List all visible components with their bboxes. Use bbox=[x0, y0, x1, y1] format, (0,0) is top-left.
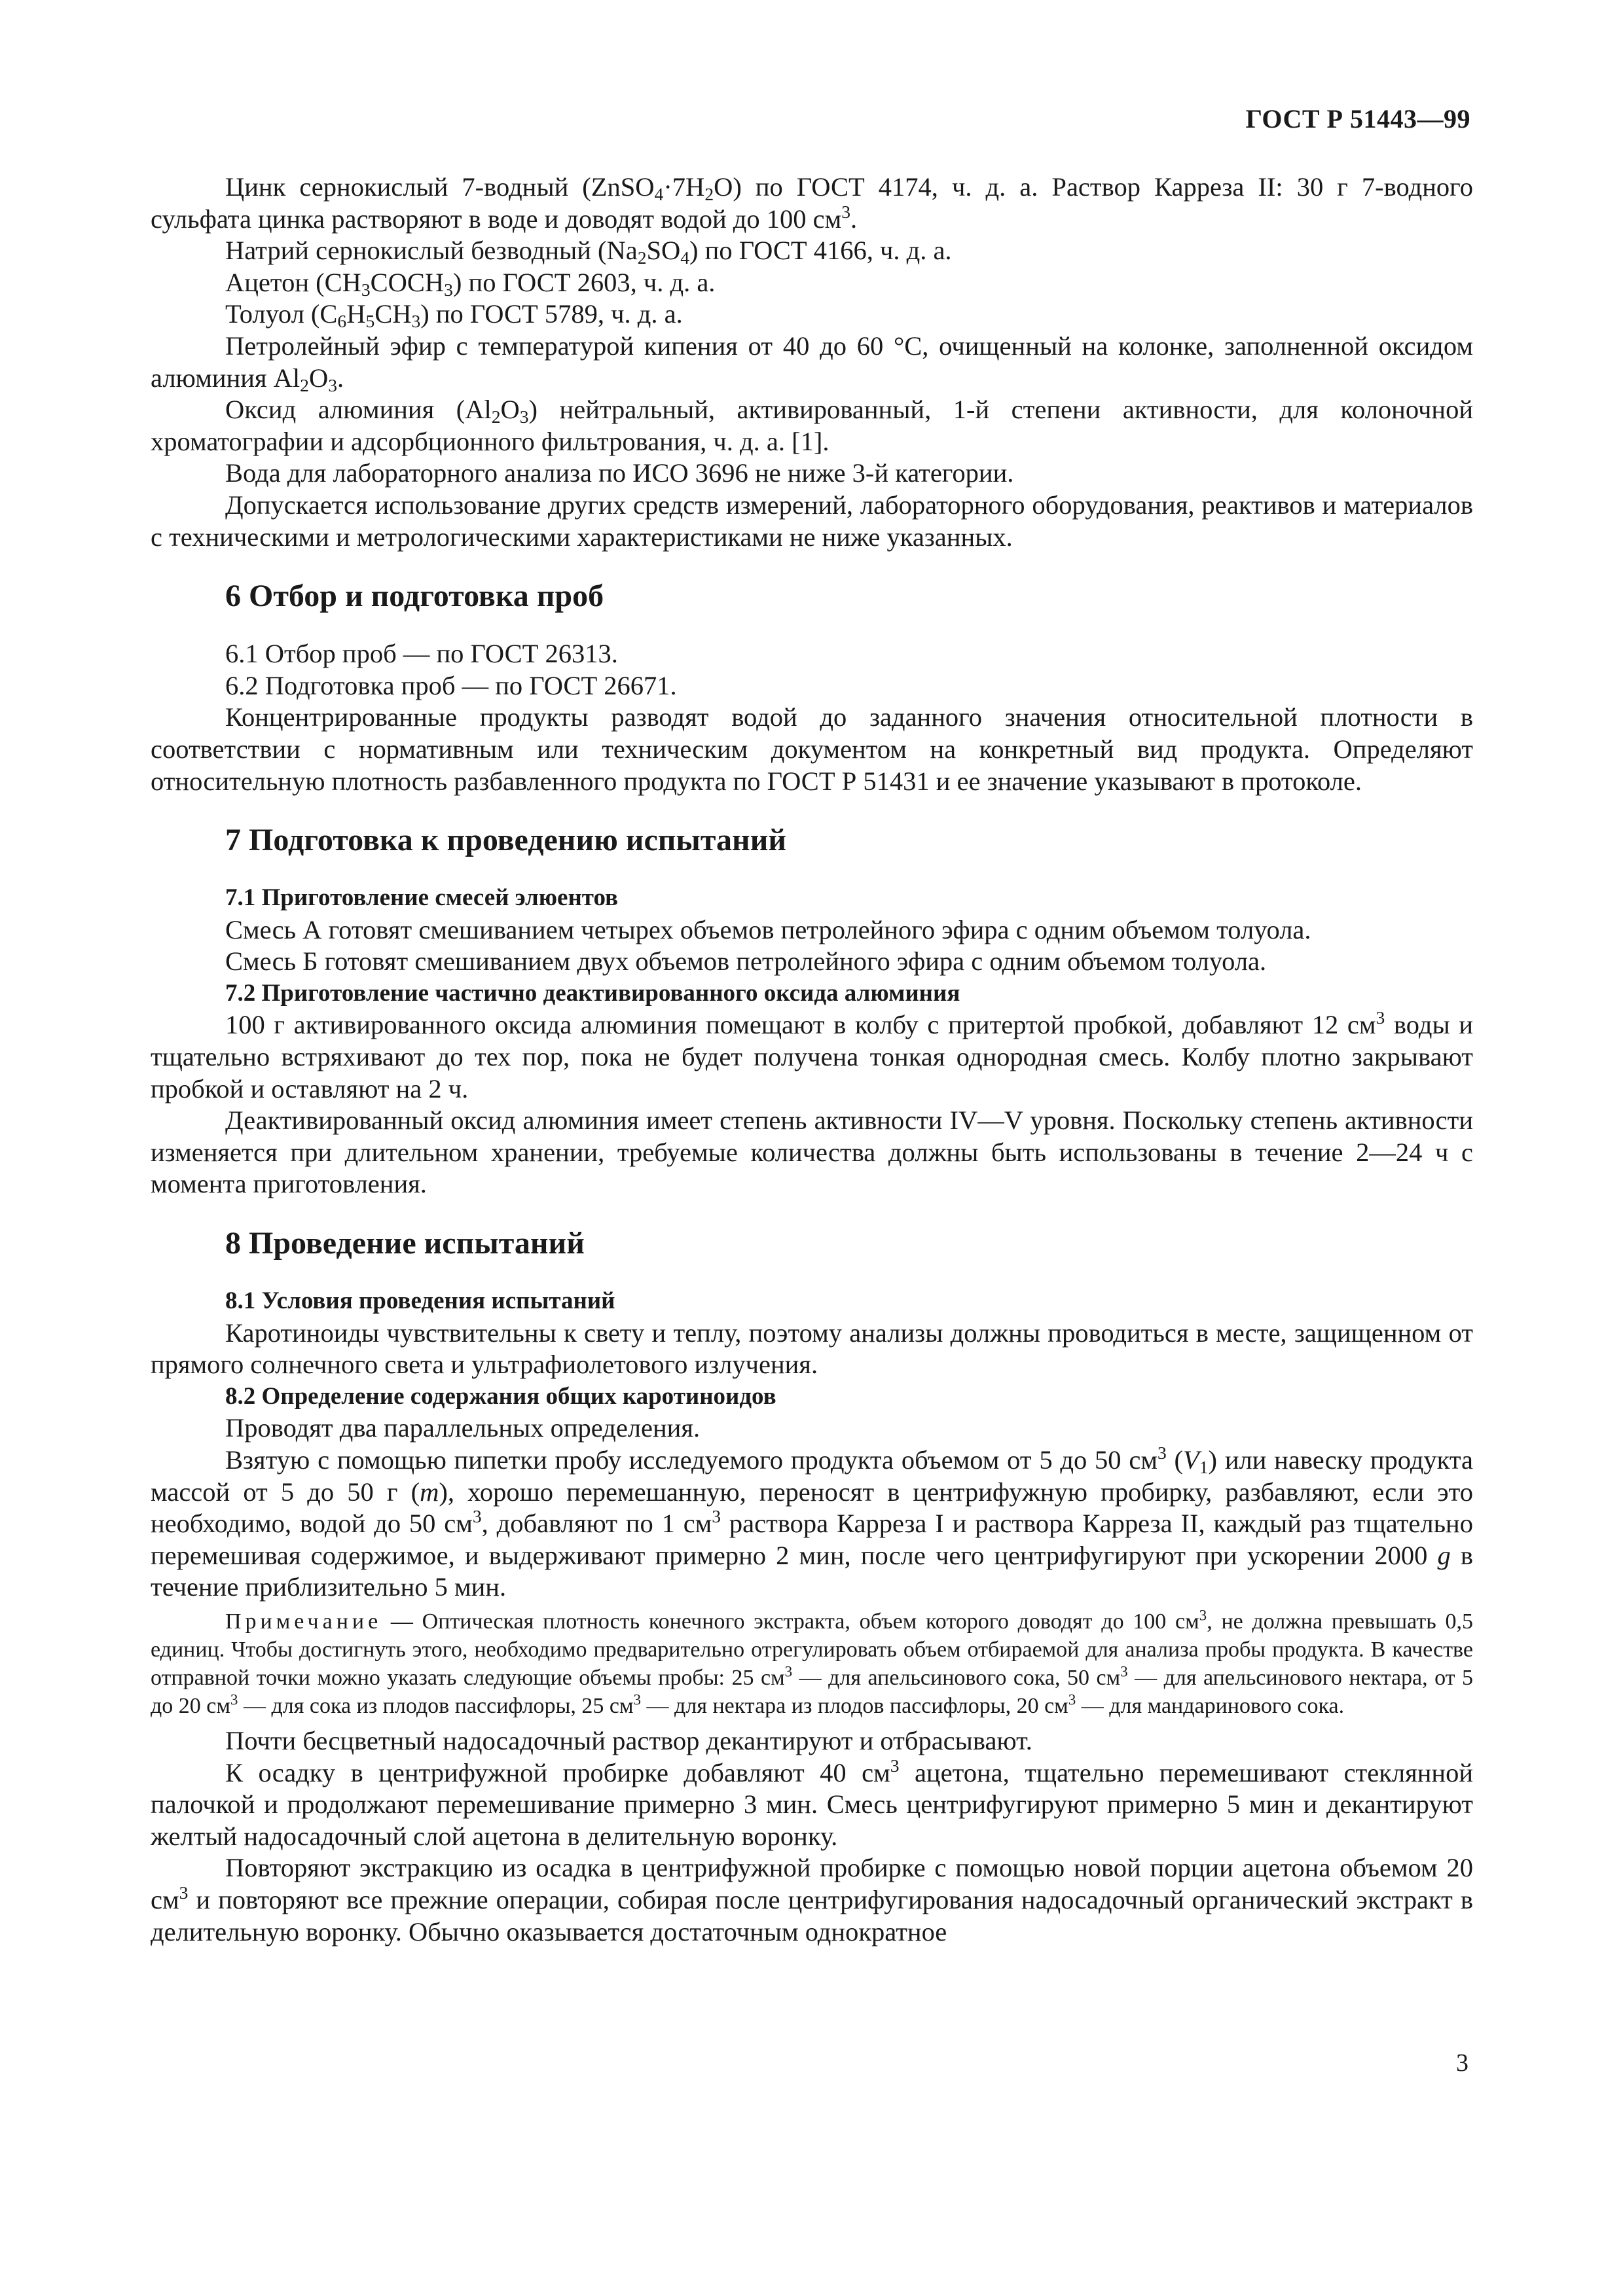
conditions-paragraph: Каротиноиды чувствительны к свету и теплу, поэтому анализы должны проводиться в месте, защищенном от прямого солнечного света и ультрафиолетового излучения. bbox=[151, 1318, 1473, 1380]
section-8-2-heading: 8.2 Определение содержания общих каротиноидов bbox=[225, 1382, 776, 1410]
reagent-aluminium-oxide: Оксид алюминия $(Al_2O_3)$ нейтральный, активированный, 1-й степени активности, для колоночной хроматографии и адсорбционного фильтрования, ч. д. а. [1]. bbox=[151, 395, 1473, 456]
section-8-title: 8 Проведение испытаний bbox=[225, 1226, 585, 1261]
reagents-allowed-note: Допускается использование других средств измерений, лабораторного оборудования, реактивов и материалов с техническими и метрологическими характеристиками не ниже указанных. bbox=[151, 490, 1473, 552]
parallel-paragraph: Проводят два параллельных определения. bbox=[225, 1413, 701, 1443]
section-8-1-heading: 8.1 Условия проведения испытаний bbox=[225, 1287, 615, 1315]
deactivated-alumina-paragraph: Деактивированный оксид алюминия имеет степень активности IV—V уровня. Поскольку степень активности изменяется при длительном хранении, требуемые количества должны быть использованы в течение 2—24 ч с момента приготовления. bbox=[151, 1105, 1473, 1199]
reagent-petroleum-ether: Петролейный эфир с температурой кипения от 40 до 60 °С, очищенный на колонке, заполненной оксидом алюминия $Al_2O_3$. bbox=[151, 331, 1473, 395]
section-6-paragraph: Концентрированные продукты разводят водой до заданного значения относительной плотности в соответствии с нормативным или техническим документом на конкретный вид продукта. Определяют относительную плотность разбавленного продукта по ГОСТ Р 51431 и ее значение указывают в протоколе. bbox=[151, 702, 1473, 796]
reagent-water: Вода для лабораторного анализа по ИСО 3696 не ниже 3-й категории. bbox=[225, 458, 1014, 488]
note-block bbox=[151, 1607, 1473, 1720]
section-6-2: 6.2 Подготовка проб — по ГОСТ 26671. bbox=[225, 670, 677, 700]
reagent-toluene: Толуол $(C_6H_5CH_3)$ по ГОСТ 5789, ч. д. а. bbox=[225, 299, 683, 332]
page-content bbox=[151, 171, 1473, 1948]
alumina-prep-paragraph: 100 г активированного оксида алюминия помещают в колбу с притертой пробкой, добавляют 12 $см^3$ воды и тщательно встряхивают до тех пор, пока не будет получена тонкая однородная смесь. Колбу плотно закрывают пробкой и оставляют на 2 ч. bbox=[151, 1007, 1473, 1103]
section-7-title: 7 Подготовка к проведению испытаний bbox=[225, 823, 787, 858]
page-number: 3 bbox=[1456, 2049, 1468, 2077]
sample-paragraph: Взятую с помощью пипетки пробу исследуемого продукта объемом от 5 до 50 $см^3$ $(V_1)$ или навеску продукта массой от 5 до 50 г (m), хорошо перемешанную, переносят в центрифужную пробирку, разбавляют, если это необходимо, водой до 50 $см^3$, добавляют по 1 $см^3$ раствора Карреза I и раствора Карреза II, каждый раз тщательно перемешивая содержимое, и выдерживают примерно 2 мин, после чего центрифугируют при ускорении 2000 g в течение приблизительно 5 мин. bbox=[151, 1442, 1474, 1602]
mix-a-paragraph: Смесь А готовят смешиванием четырех объемов петролейного эфира с одним объемом толуола. bbox=[225, 914, 1311, 944]
reagent-sodium-sulfate: Натрий сернокислый безводный $(Na_2SO_4)$ по ГОСТ 4166, ч. д. а. bbox=[225, 236, 952, 268]
document-header: ГОСТ Р 51443—99 bbox=[1245, 104, 1470, 134]
decant-paragraph: Почти бесцветный надосадочный раствор декантируют и отбрасывают. bbox=[225, 1725, 1032, 1755]
mix-b-paragraph: Смесь Б готовят смешиванием двух объемов петролейного эфира с одним объемом толуола. bbox=[225, 946, 1267, 977]
note-paragraph: Примечание — Оптическая плотность конечного экстракта, объем которого доводят до 100 $см^3$, не должна превышать 0,5 единиц. Чтобы достигнуть этого, необходимо предварительно отрегулировать объем отбираемой для анализа пробы продукта. В качестве отправной точки можно указать следующие объемы пробы: 25 $см^3$ — для апельсинового сока, 50 $см^3$ — для апельсинового нектара, от 5 до 20 $см^3$ — для сока из плодов пассифлоры, 25 $см^3$ — для нектара из плодов пассифлоры, 20 $см^3$ — для мандаринового сока. bbox=[151, 1607, 1474, 1718]
reagent-acetone: Ацетон $(CH_3COCH_3)$ по ГОСТ 2603, ч. д. а. bbox=[225, 267, 716, 300]
section-6-1: 6.1 Отбор проб — по ГОСТ 26313. bbox=[225, 639, 618, 669]
section-6-title: 6 Отбор и подготовка проб bbox=[225, 579, 604, 614]
reagent-zinc-sulfate: Цинк сернокислый 7-водный $(ZnSO_4\cdot 7H_2O)$ по ГОСТ 4174, ч. д. а. Раствор Карреза II: 30 г 7-водного сульфата цинка растворяют в воде и доводят водой до 100 $см^3$. bbox=[151, 172, 1473, 234]
repeat-extraction-paragraph: Повторяют экстракцию из осадка в центрифужной пробирке с помощью новой порции ацетона объемом 20 $см^3$ и повторяют все прежние операции, собирая после центрифугирования надосадочный органический экстракт в делительную воронку. Обычно оказывается достаточным однократное bbox=[151, 1853, 1473, 1946]
acetone-paragraph: К осадку в центрифужной пробирке добавляют 40 $см^3$ ацетона, тщательно перемешивают стеклянной палочкой и продолжают перемешивание примерно 3 мин. Смесь центрифугируют примерно 5 мин и декантируют желтый надосадочный слой ацетона в делительную воронку. bbox=[151, 1755, 1474, 1851]
section-7-1-heading: 7.1 Приготовление смесей элюентов bbox=[225, 884, 619, 912]
note-label: Примечание bbox=[225, 1609, 382, 1634]
section-7-2-heading: 7.2 Приготовление частично деактивированного оксида алюминия bbox=[225, 979, 960, 1007]
